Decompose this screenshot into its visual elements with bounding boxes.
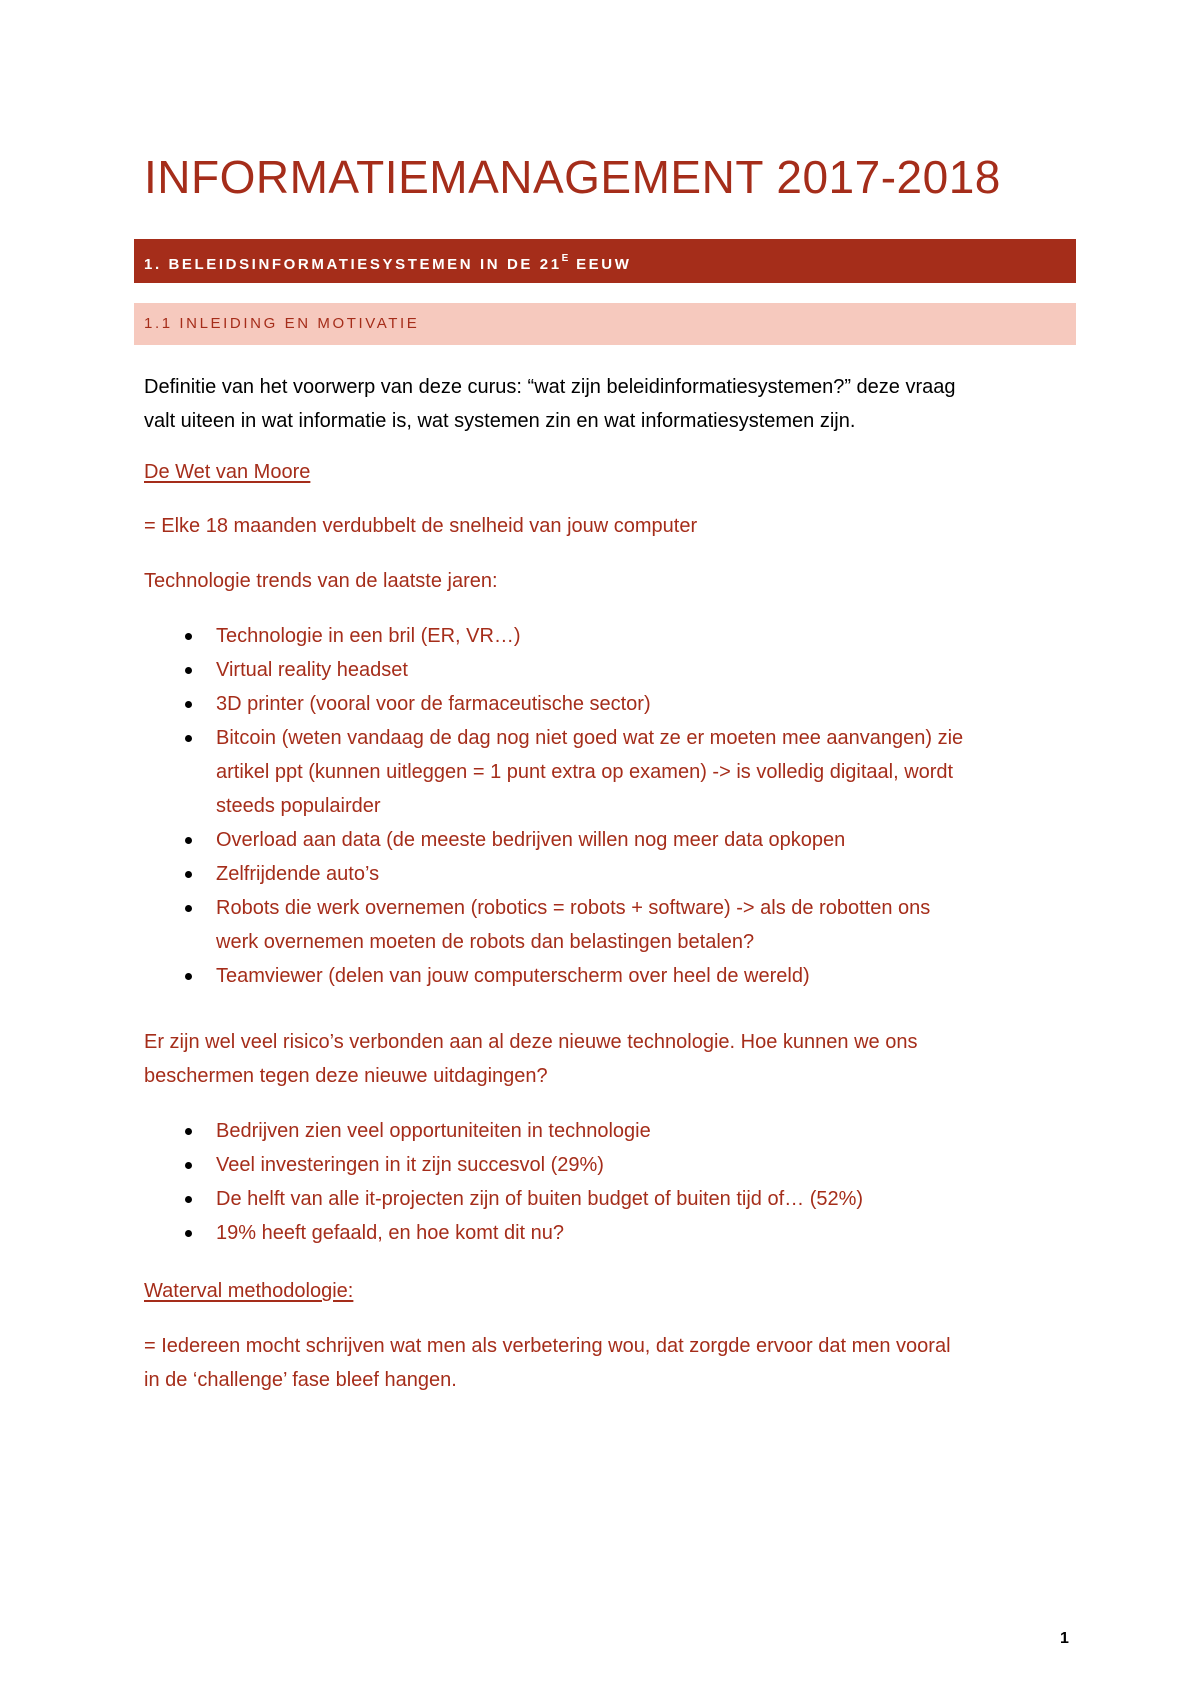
heading-1-text: 1. BELEIDSINFORMATIESYSTEMEN IN DE 21 <box>144 256 562 273</box>
list-item <box>144 857 1064 891</box>
list-item <box>144 1148 1064 1182</box>
list-item-line: Teamviewer (delen van jouw computerscherm over heel de wereld) <box>216 965 810 987</box>
waterval-line-1: = Iedereen mocht schrijven wat men als verbetering wou, dat zorgde ervoor dat men vooral <box>144 1335 951 1357</box>
waterval-heading: Waterval methodologie: <box>144 1280 354 1302</box>
bullet-icon <box>185 1128 192 1135</box>
bullet-icon <box>185 667 192 674</box>
risks-list <box>144 1114 1064 1250</box>
list-item <box>144 1182 1064 1216</box>
moore-heading: De Wet van Moore <box>144 461 311 483</box>
risk-line-2: beschermen tegen deze nieuwe uitdagingen? <box>144 1065 548 1087</box>
bullet-icon <box>185 1196 192 1203</box>
heading-2: 1.1 INLEIDING EN MOTIVATIE <box>134 303 1076 345</box>
list-item <box>144 721 1064 823</box>
heading-1-tail: EEUW <box>569 256 632 273</box>
list-item <box>144 653 1064 687</box>
list-item-line: artikel ppt (kunnen uitleggen = 1 punt extra op examen) -> is volledig digitaal, wordt <box>216 761 954 783</box>
moore-text: = Elke 18 maanden verdubbelt de snelheid van jouw computer <box>144 515 698 537</box>
list-item-line: Virtual reality headset <box>216 659 408 681</box>
trends-list <box>144 619 1064 993</box>
list-item <box>144 619 1064 653</box>
list-item-line: Bitcoin (weten vandaag de dag nog niet goed wat ze er moeten mee aanvangen) zie <box>216 727 964 749</box>
list-item <box>144 1114 1064 1148</box>
intro-line-1: Definitie van het voorwerp van deze curus: “wat zijn beleidinformatiesystemen?” deze vraag <box>144 376 956 398</box>
trends-heading: Technologie trends van de laatste jaren: <box>144 570 498 592</box>
bullet-icon <box>185 973 192 980</box>
list-item-line: Robots die werk overnemen (robotics = robots + software) -> als de robotten ons <box>216 897 931 919</box>
heading-1-superscript: E <box>561 253 570 264</box>
list-item <box>144 959 1064 993</box>
bullet-icon <box>185 1230 192 1237</box>
waterval-line-2: in de ‘challenge’ fase bleef hangen. <box>144 1369 457 1391</box>
list-item-line: Veel investeringen in it zijn succesvol (29%) <box>216 1154 604 1176</box>
list-item-line: Technologie in een bril (ER, VR…) <box>216 625 521 647</box>
risk-line-1: Er zijn wel veel risico’s verbonden aan al deze nieuwe technologie. Hoe kunnen we ons <box>144 1031 918 1053</box>
page-number: 1 <box>1060 1630 1069 1647</box>
bullet-icon <box>185 837 192 844</box>
intro-line-2: valt uiteen in wat informatie is, wat systemen zin en wat informatiesystemen zijn. <box>144 410 856 432</box>
list-item <box>144 823 1064 857</box>
list-item <box>144 687 1064 721</box>
bullet-icon <box>185 701 192 708</box>
bullet-icon <box>185 871 192 878</box>
bullet-icon <box>185 1162 192 1169</box>
list-item-line: Zelfrijdende auto’s <box>216 863 380 885</box>
list-item-line: Bedrijven zien veel opportuniteiten in technologie <box>216 1120 651 1142</box>
document-title: INFORMATIEMANAGEMENT 2017-2018 <box>144 151 1001 203</box>
bullet-icon <box>185 735 192 742</box>
list-item-line: steeds populairder <box>216 795 381 817</box>
list-item-line: werk overnemen moeten de robots dan belastingen betalen? <box>216 931 755 953</box>
list-item-line: 3D printer (vooral voor de farmaceutische sector) <box>216 693 651 715</box>
list-item-line: Overload aan data (de meeste bedrijven willen nog meer data opkopen <box>216 829 846 851</box>
list-item <box>144 1216 1064 1250</box>
bullet-icon <box>185 905 192 912</box>
list-item-line: 19% heeft gefaald, en hoe komt dit nu? <box>216 1222 565 1244</box>
list-item <box>144 891 1064 959</box>
list-item-line: De helft van alle it-projecten zijn of buiten budget of buiten tijd of… (52%) <box>216 1188 864 1210</box>
bullet-icon <box>185 633 192 640</box>
heading-1 <box>134 239 1076 283</box>
